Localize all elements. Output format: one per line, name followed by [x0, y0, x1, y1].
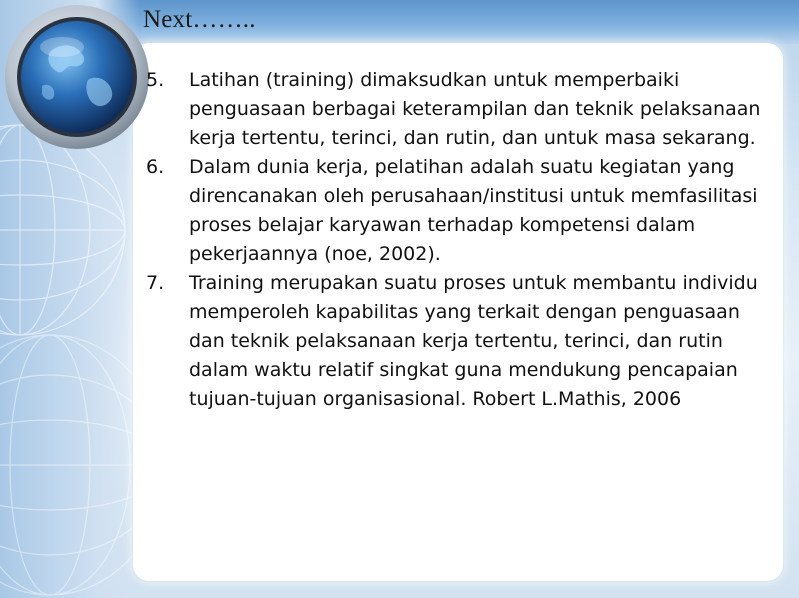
item-number: 5.: [146, 69, 165, 91]
list-item: [146, 269, 776, 414]
item-text: Dalam dunia kerja, pelatihan adalah suatu kegiatan yang direncanakan oleh perusahaan/institusi untuk memfasilitasi proses belajar karyawan terhadap kompetensi dalam pekerjaannya (noe, 2002).: [189, 156, 758, 265]
list-item: [146, 66, 776, 153]
item-number: 7.: [146, 272, 165, 294]
list-item: [146, 153, 776, 269]
slide-title: Next……..: [143, 6, 256, 33]
item-number: 6.: [146, 156, 165, 178]
numbered-list: [146, 66, 776, 414]
item-text: Latihan (training) dimaksudkan untuk memperbaiki penguasaan berbagai keterampilan dan teknik pelaksanaan kerja tertentu, terinci, dan rutin, dan untuk masa sekarang.: [189, 69, 761, 149]
wireframe-globe-decoration: [0, 120, 130, 340]
item-text: Training merupakan suatu proses untuk membantu individu memperoleh kapabilitas yang terkait dengan penguasaan dan teknik pelaksanaan kerja tertentu, terinci, dan rutin dalam waktu relatif singkat guna mendukung pencapaian tujuan-tujuan organisasional. Robert L.Mathis, 2006: [189, 272, 758, 410]
globe-icon: [2, 2, 152, 152]
